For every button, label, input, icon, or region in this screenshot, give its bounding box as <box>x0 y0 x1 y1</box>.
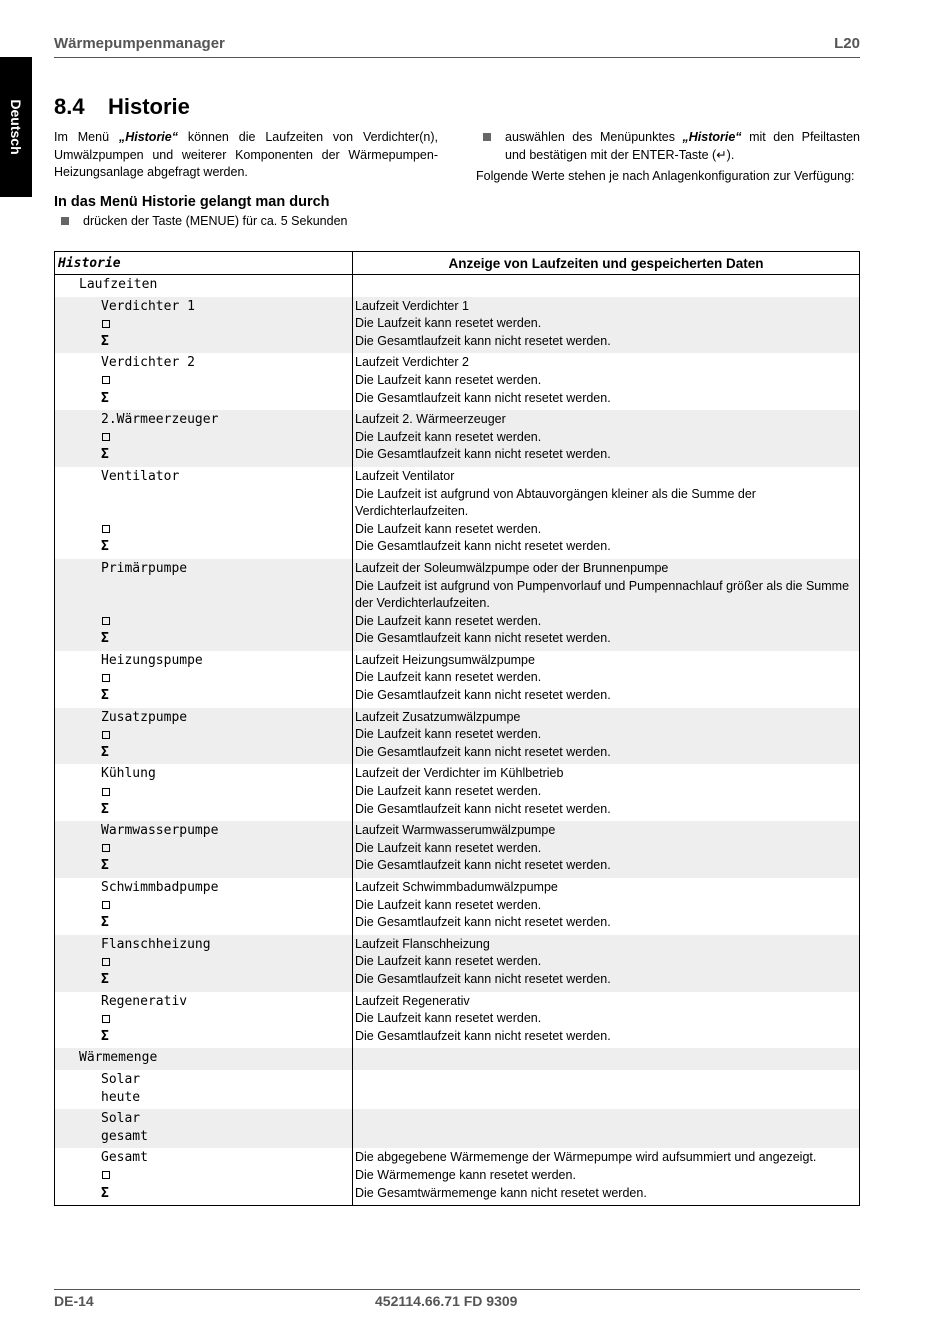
table-cell-desc <box>353 764 860 821</box>
table-row <box>55 878 860 935</box>
desc-title: Laufzeit der Soleumwälzpumpe oder der Brunnenpumpe <box>355 560 669 575</box>
desc-total: Die Gesamtlaufzeit kann nicht resetet werden. <box>355 447 611 462</box>
intro-post: können die Laufzeiten von Verdichter(n), Umwälzpumpen und weiterer Komponenten der Wärmepumpen-Heizungsanlage abgefragt werden. <box>54 130 438 179</box>
table-row <box>55 935 860 992</box>
table-cell-menu <box>55 821 353 878</box>
table-cell-desc <box>353 651 860 708</box>
menu-item-name: Gesamt <box>101 1150 148 1166</box>
reset-symbol-line <box>55 783 352 801</box>
desc-total: Die Gesamtlaufzeit kann nicht resetet werden. <box>355 539 611 554</box>
language-tab <box>0 57 32 197</box>
sum-symbol: Σ <box>101 539 109 555</box>
table-cell-menu <box>55 467 353 559</box>
solar-label: Solar <box>101 1071 141 1087</box>
section-title <box>54 94 190 120</box>
table-cell-menu <box>55 992 353 1049</box>
footer-doc: 452114.66.71 FD 9309 <box>375 1293 518 1309</box>
reset-icon <box>102 433 110 441</box>
menu-item-name: Regenerativ <box>101 993 188 1009</box>
menu-item-name: Ventilator <box>101 468 180 484</box>
desc-reset: Die Laufzeit kann resetet werden. <box>355 840 542 855</box>
section-number: 8.4 <box>54 94 85 119</box>
bullet-right-post: mit den Pfeiltasten und bestätigen mit der ENTER-Taste (↵). <box>505 130 860 162</box>
desc-reset: Die Laufzeit kann resetet werden. <box>355 670 542 685</box>
bullet-left-text: drücken der Taste (MENUE) für ca. 5 Sekunden <box>83 214 348 228</box>
reset-symbol-line <box>55 953 352 971</box>
intro-pre: Im Menü <box>54 130 119 144</box>
empty-desc <box>355 1049 859 1067</box>
table-cell-desc <box>353 1109 860 1148</box>
table-cell-menu <box>55 878 353 935</box>
desc-total: Die Gesamtlaufzeit kann nicht resetet werden. <box>355 1028 611 1043</box>
table-cell-menu <box>55 1109 353 1148</box>
reset-symbol-line <box>55 372 352 390</box>
reset-icon <box>102 617 110 625</box>
right-column <box>476 129 860 186</box>
desc-title: Laufzeit Regenerativ <box>355 993 470 1008</box>
solar-sub: heute <box>101 1089 141 1105</box>
table-cell-menu <box>55 1070 353 1109</box>
reset-symbol-line <box>55 726 352 744</box>
desc-title: Laufzeit Flanschheizung <box>355 936 490 951</box>
left-column <box>54 129 438 231</box>
desc-title: Laufzeit Heizungsumwälzpumpe <box>355 652 535 667</box>
reset-icon <box>102 674 110 682</box>
solar-label: Solar <box>101 1111 141 1127</box>
desc-reset: Die Laufzeit kann resetet werden. <box>355 784 542 799</box>
desc-title: Die abgegebene Wärmemenge der Wärmepumpe wird aufsummiert und angezeigt. <box>355 1150 817 1165</box>
desc-total: Die Gesamtwärmemenge kann nicht resetet werden. <box>355 1185 647 1200</box>
table-header-left: Historie <box>55 252 353 275</box>
menu-spacer <box>55 486 352 521</box>
desc-total: Die Gesamtlaufzeit kann nicht resetet werden. <box>355 744 611 759</box>
bullet-right-menu-name: „Historie“ <box>682 130 742 144</box>
sum-symbol: Σ <box>101 915 109 931</box>
menu-item-name: Flanschheizung <box>101 936 211 952</box>
table-cell-desc <box>353 297 860 354</box>
bullet-left <box>54 213 438 231</box>
table-cell-desc <box>353 467 860 559</box>
menu-item-name: Verdichter 2 <box>101 355 195 371</box>
intro-paragraph <box>54 129 438 182</box>
table-cell-desc <box>353 708 860 765</box>
empty-desc <box>355 1071 859 1089</box>
section-name: Historie <box>108 94 190 119</box>
desc-total: Die Gesamtlaufzeit kann nicht resetet werden. <box>355 688 611 703</box>
intro-menu-name: „Historie“ <box>118 130 178 144</box>
group-label: Wärmemenge <box>79 1050 158 1066</box>
desc-total: Die Gesamtlaufzeit kann nicht resetet werden. <box>355 631 611 646</box>
reset-symbol-line <box>55 521 352 539</box>
desc-title: Laufzeit Zusatzumwälzpumpe <box>355 709 521 724</box>
table-row <box>55 764 860 821</box>
table-row <box>55 353 860 410</box>
solar-sub: gesamt <box>101 1128 148 1144</box>
sum-symbol: Σ <box>101 333 109 349</box>
sum-symbol: Σ <box>101 858 109 874</box>
menu-item-name: Heizungspumpe <box>101 652 203 668</box>
table-cell-desc <box>353 275 860 297</box>
table-row <box>55 821 860 878</box>
page-header <box>54 33 860 58</box>
desc-note: Die Laufzeit ist aufgrund von Pumpenvorlauf und Pumpennachlauf größer als die Summe der Verdichterlaufzeiten. <box>355 578 850 611</box>
desc-total: Die Gesamtlaufzeit kann nicht resetet werden. <box>355 858 611 873</box>
table-cell-desc <box>353 878 860 935</box>
desc-title: Laufzeit 2. Wärmeerzeuger <box>355 412 506 427</box>
table-cell-menu <box>55 708 353 765</box>
sum-symbol: Σ <box>101 801 109 817</box>
table-row <box>55 467 860 559</box>
desc-total: Die Gesamtlaufzeit kann nicht resetet werden. <box>355 801 611 816</box>
table-row <box>55 1048 860 1070</box>
menu-spacer <box>55 578 352 613</box>
desc-title: Laufzeit Ventilator <box>355 468 455 483</box>
reset-symbol-line <box>55 1167 352 1185</box>
sum-symbol: Σ <box>101 1185 109 1201</box>
reset-icon <box>102 376 110 384</box>
table-row <box>55 559 860 651</box>
table-cell-desc <box>353 1070 860 1109</box>
reset-symbol-line <box>55 315 352 333</box>
table-header-right: Anzeige von Laufzeiten und gespeicherten Daten <box>353 252 860 275</box>
empty-desc <box>355 276 859 294</box>
desc-total: Die Gesamtlaufzeit kann nicht resetet werden. <box>355 915 611 930</box>
table-cell-desc <box>353 1048 860 1070</box>
sum-symbol: Σ <box>101 971 109 987</box>
table-cell-desc <box>353 353 860 410</box>
reset-icon <box>102 1015 110 1023</box>
desc-note: Die Laufzeit ist aufgrund von Abtauvorgängen kleiner als die Summe der Verdichterlaufzeiten. <box>355 486 756 519</box>
menu-item-name: Zusatzpumpe <box>101 709 188 725</box>
table-row <box>55 410 860 467</box>
desc-title: Laufzeit Verdichter 2 <box>355 355 469 370</box>
table-row <box>55 651 860 708</box>
desc-reset: Die Wärmemenge kann resetet werden. <box>355 1167 576 1182</box>
history-table <box>54 251 860 1206</box>
table-cell-desc <box>353 559 860 651</box>
desc-total: Die Gesamtlaufzeit kann nicht resetet werden. <box>355 971 611 986</box>
language-tab-label: Deutsch <box>8 99 24 155</box>
header-title: Wärmepumpenmanager <box>54 35 225 52</box>
table-cell-menu <box>55 1148 353 1205</box>
bullet-square-icon <box>483 133 491 141</box>
table-cell-desc <box>353 992 860 1049</box>
desc-reset: Die Laufzeit kann resetet werden. <box>355 1011 542 1026</box>
table-cell-menu <box>55 275 353 297</box>
reset-icon <box>102 1171 110 1179</box>
table-cell-desc <box>353 935 860 992</box>
table-cell-menu <box>55 297 353 354</box>
desc-total: Die Gesamtlaufzeit kann nicht resetet werden. <box>355 390 611 405</box>
bullet-square-icon <box>61 217 69 225</box>
table-cell-desc <box>353 821 860 878</box>
right-paragraph: Folgende Werte stehen je nach Anlagenkonfiguration zur Verfügung: <box>476 169 855 183</box>
sum-symbol: Σ <box>101 631 109 647</box>
bullet-right-pre: auswählen des Menüpunktes <box>505 130 683 144</box>
reset-symbol-line <box>55 669 352 687</box>
reset-symbol-line <box>55 840 352 858</box>
menu-item-name: Primärpumpe <box>101 560 188 576</box>
desc-reset: Die Laufzeit kann resetet werden. <box>355 954 542 969</box>
reset-icon <box>102 844 110 852</box>
table-row <box>55 1148 860 1205</box>
reset-icon <box>102 731 110 739</box>
desc-reset: Die Laufzeit kann resetet werden. <box>355 521 542 536</box>
menu-item-name: Kühlung <box>101 766 156 782</box>
sum-symbol: Σ <box>101 744 109 760</box>
menu-item-name: 2.Wärmeerzeuger <box>101 412 219 428</box>
reset-icon <box>102 958 110 966</box>
table-cell-desc <box>353 1148 860 1205</box>
table-row <box>55 708 860 765</box>
desc-reset: Die Laufzeit kann resetet werden. <box>355 897 542 912</box>
table-row <box>55 992 860 1049</box>
table-cell-menu <box>55 935 353 992</box>
table-cell-menu <box>55 651 353 708</box>
desc-reset: Die Laufzeit kann resetet werden. <box>355 727 542 742</box>
empty-desc <box>355 1110 859 1128</box>
sum-symbol: Σ <box>101 1028 109 1044</box>
table-cell-menu <box>55 353 353 410</box>
footer-page: DE-14 <box>54 1293 94 1309</box>
table-cell-menu <box>55 559 353 651</box>
sum-symbol: Σ <box>101 390 109 406</box>
table-row <box>55 275 860 297</box>
menu-item-name: Schwimmbadpumpe <box>101 880 219 895</box>
reset-icon <box>102 901 110 909</box>
desc-reset: Die Laufzeit kann resetet werden. <box>355 429 542 444</box>
table-cell-menu <box>55 410 353 467</box>
reset-icon <box>102 788 110 796</box>
table-row <box>55 297 860 354</box>
desc-total: Die Gesamtlaufzeit kann nicht resetet werden. <box>355 333 611 348</box>
sum-symbol: Σ <box>101 447 109 463</box>
table-cell-menu <box>55 764 353 821</box>
desc-title: Laufzeit Verdichter 1 <box>355 298 469 313</box>
table-cell-desc <box>353 410 860 467</box>
reset-icon <box>102 525 110 533</box>
reset-icon <box>102 320 110 328</box>
table-row <box>55 1109 860 1148</box>
desc-title: Laufzeit Schwimmbadumwälzpumpe <box>355 880 558 894</box>
reset-symbol-line <box>55 1010 352 1028</box>
table-row <box>55 1070 860 1109</box>
desc-reset: Die Laufzeit kann resetet werden. <box>355 372 542 387</box>
desc-title: Laufzeit Warmwasserumwälzpumpe <box>355 823 556 838</box>
bullet-right-text <box>505 129 860 164</box>
page-footer <box>54 1289 860 1314</box>
reset-symbol-line <box>55 897 352 915</box>
menu-item-name: Verdichter 1 <box>101 298 195 314</box>
sum-symbol: Σ <box>101 688 109 704</box>
desc-title: Laufzeit der Verdichter im Kühlbetrieb <box>355 766 564 781</box>
table-cell-menu <box>55 1048 353 1070</box>
bullet-right <box>476 129 860 164</box>
subheading: In das Menü Historie gelangt man durch <box>54 193 330 210</box>
menu-item-name: Warmwasserpumpe <box>101 823 219 839</box>
header-code: L20 <box>834 35 860 52</box>
reset-symbol-line <box>55 613 352 631</box>
desc-reset: Die Laufzeit kann resetet werden. <box>355 613 542 628</box>
desc-reset: Die Laufzeit kann resetet werden. <box>355 316 542 331</box>
reset-symbol-line <box>55 429 352 447</box>
group-label: Laufzeiten <box>79 277 158 292</box>
